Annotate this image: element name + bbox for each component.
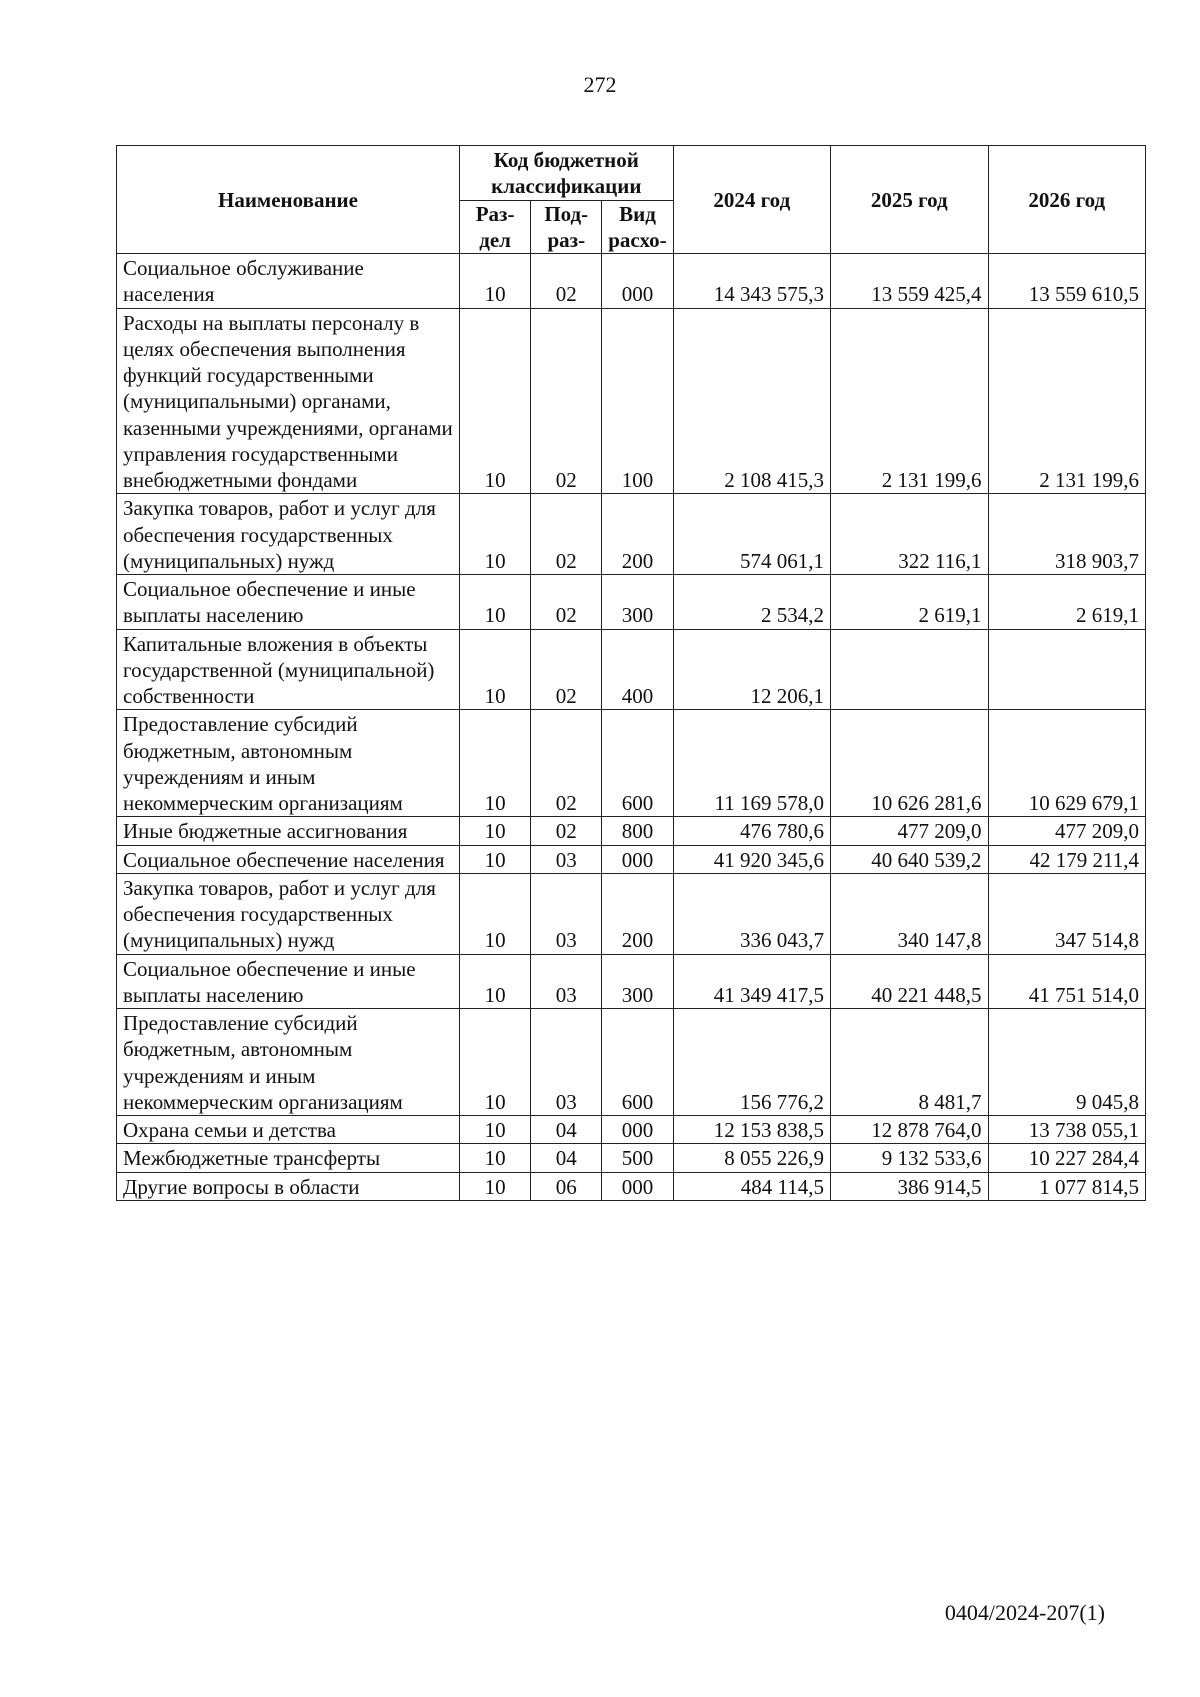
cell-razdel: 10 bbox=[459, 1172, 530, 1200]
cell-vid: 800 bbox=[602, 817, 673, 845]
cell-podrazdel: 02 bbox=[531, 575, 602, 630]
header-2026: 2026 год bbox=[988, 146, 1146, 254]
cell-podrazdel: 04 bbox=[531, 1144, 602, 1172]
cell-razdel: 10 bbox=[459, 1116, 530, 1144]
cell-podrazdel: 03 bbox=[531, 873, 602, 954]
cell-razdel: 10 bbox=[459, 1009, 530, 1116]
cell-vid: 000 bbox=[602, 254, 673, 309]
header-2024: 2024 год bbox=[673, 146, 830, 254]
cell-name: Предоставление субсидий бюджетным, автономным учреждениям и иным некоммерческим организациям bbox=[117, 1009, 460, 1116]
header-podrazdel: Под- раз- bbox=[531, 200, 602, 254]
cell-2024: 11 169 578,0 bbox=[673, 710, 830, 817]
cell-2026: 42 179 211,4 bbox=[988, 845, 1146, 873]
cell-vid: 000 bbox=[602, 1172, 673, 1200]
cell-2025: 340 147,8 bbox=[831, 873, 988, 954]
cell-2026: 13 738 055,1 bbox=[988, 1116, 1146, 1144]
header-name: Наименование bbox=[117, 146, 460, 254]
header-vid: Вид расхо- bbox=[602, 200, 673, 254]
page-number: 272 bbox=[583, 72, 617, 97]
cell-2026: 318 903,7 bbox=[988, 494, 1146, 575]
cell-razdel: 10 bbox=[459, 710, 530, 817]
cell-razdel: 10 bbox=[459, 308, 530, 494]
cell-2024: 2 108 415,3 bbox=[673, 308, 830, 494]
cell-podrazdel: 06 bbox=[531, 1172, 602, 1200]
table-row bbox=[117, 494, 1146, 575]
cell-2025: 13 559 425,4 bbox=[831, 254, 988, 309]
table-row bbox=[117, 817, 1146, 845]
cell-2025: 2 619,1 bbox=[831, 575, 988, 630]
cell-name: Социальное обеспечение населения bbox=[117, 845, 460, 873]
cell-2025: 477 209,0 bbox=[831, 817, 988, 845]
cell-vid: 000 bbox=[602, 845, 673, 873]
cell-vid: 000 bbox=[602, 1116, 673, 1144]
header-razdel: Раз- дел bbox=[459, 200, 530, 254]
table-header-row bbox=[117, 146, 1146, 201]
table-row bbox=[117, 575, 1146, 630]
cell-podrazdel: 03 bbox=[531, 845, 602, 873]
cell-vid: 300 bbox=[602, 575, 673, 630]
cell-razdel: 10 bbox=[459, 954, 530, 1009]
cell-2024: 336 043,7 bbox=[673, 873, 830, 954]
cell-2025: 40 221 448,5 bbox=[831, 954, 988, 1009]
table-row bbox=[117, 845, 1146, 873]
cell-2026: 10 629 679,1 bbox=[988, 710, 1146, 817]
cell-2026 bbox=[988, 629, 1146, 710]
cell-name: Социальное обслуживание населения bbox=[117, 254, 460, 309]
table-row bbox=[117, 1009, 1146, 1116]
cell-2026: 10 227 284,4 bbox=[988, 1144, 1146, 1172]
cell-2025: 9 132 533,6 bbox=[831, 1144, 988, 1172]
cell-podrazdel: 02 bbox=[531, 494, 602, 575]
cell-2024: 41 920 345,6 bbox=[673, 845, 830, 873]
cell-razdel: 10 bbox=[459, 845, 530, 873]
cell-vid: 200 bbox=[602, 494, 673, 575]
cell-podrazdel: 02 bbox=[531, 254, 602, 309]
cell-2026: 9 045,8 bbox=[988, 1009, 1146, 1116]
cell-2026: 477 209,0 bbox=[988, 817, 1146, 845]
table-row bbox=[117, 873, 1146, 954]
cell-2024: 12 153 838,5 bbox=[673, 1116, 830, 1144]
cell-vid: 400 bbox=[602, 629, 673, 710]
table-row bbox=[117, 1172, 1146, 1200]
table-row bbox=[117, 254, 1146, 309]
table-row bbox=[117, 308, 1146, 494]
cell-razdel: 10 bbox=[459, 817, 530, 845]
cell-name: Капитальные вложения в объекты государственной (муниципальной) собственности bbox=[117, 629, 460, 710]
table-row bbox=[117, 1144, 1146, 1172]
cell-2026: 1 077 814,5 bbox=[988, 1172, 1146, 1200]
cell-2026: 13 559 610,5 bbox=[988, 254, 1146, 309]
cell-2024: 476 780,6 bbox=[673, 817, 830, 845]
cell-vid: 200 bbox=[602, 873, 673, 954]
cell-podrazdel: 02 bbox=[531, 710, 602, 817]
cell-podrazdel: 02 bbox=[531, 629, 602, 710]
table-row bbox=[117, 1116, 1146, 1144]
cell-vid: 100 bbox=[602, 308, 673, 494]
cell-2024: 14 343 575,3 bbox=[673, 254, 830, 309]
cell-2025: 322 116,1 bbox=[831, 494, 988, 575]
document-number: 0404/2024-207(1) bbox=[944, 1600, 1105, 1625]
cell-2024: 8 055 226,9 bbox=[673, 1144, 830, 1172]
cell-2025 bbox=[831, 629, 988, 710]
cell-2025: 10 626 281,6 bbox=[831, 710, 988, 817]
cell-name: Закупка товаров, работ и услуг для обеспечения государственных (муниципальных) нужд bbox=[117, 873, 460, 954]
table-body bbox=[117, 254, 1146, 1201]
cell-vid: 300 bbox=[602, 954, 673, 1009]
cell-name: Другие вопросы в области bbox=[117, 1172, 460, 1200]
cell-2024: 2 534,2 bbox=[673, 575, 830, 630]
cell-2025: 8 481,7 bbox=[831, 1009, 988, 1116]
cell-name: Предоставление субсидий бюджетным, автономным учреждениям и иным некоммерческим организациям bbox=[117, 710, 460, 817]
cell-2025: 40 640 539,2 bbox=[831, 845, 988, 873]
cell-vid: 600 bbox=[602, 710, 673, 817]
table-row bbox=[117, 629, 1146, 710]
table-row bbox=[117, 710, 1146, 817]
cell-razdel: 10 bbox=[459, 629, 530, 710]
cell-razdel: 10 bbox=[459, 873, 530, 954]
cell-name: Социальное обеспечение и иные выплаты населению bbox=[117, 575, 460, 630]
cell-name: Закупка товаров, работ и услуг для обеспечения государственных (муниципальных) нужд bbox=[117, 494, 460, 575]
table-row bbox=[117, 954, 1146, 1009]
cell-name: Расходы на выплаты персоналу в целях обеспечения выполнения функций государственными (муниципальными) органами, казенными учреждениями, органами управления государственными внебюджетными фондами bbox=[117, 308, 460, 494]
cell-2026: 2 619,1 bbox=[988, 575, 1146, 630]
cell-name: Охрана семьи и детства bbox=[117, 1116, 460, 1144]
header-code-group: Код бюджетной классификации bbox=[459, 146, 673, 201]
cell-razdel: 10 bbox=[459, 254, 530, 309]
header-2025: 2025 год bbox=[831, 146, 988, 254]
cell-podrazdel: 02 bbox=[531, 308, 602, 494]
cell-2024: 41 349 417,5 bbox=[673, 954, 830, 1009]
cell-razdel: 10 bbox=[459, 575, 530, 630]
cell-2024: 12 206,1 bbox=[673, 629, 830, 710]
cell-razdel: 10 bbox=[459, 1144, 530, 1172]
cell-name: Иные бюджетные ассигнования bbox=[117, 817, 460, 845]
cell-name: Социальное обеспечение и иные выплаты населению bbox=[117, 954, 460, 1009]
cell-2026: 347 514,8 bbox=[988, 873, 1146, 954]
cell-2025: 12 878 764,0 bbox=[831, 1116, 988, 1144]
cell-razdel: 10 bbox=[459, 494, 530, 575]
cell-podrazdel: 03 bbox=[531, 1009, 602, 1116]
cell-vid: 600 bbox=[602, 1009, 673, 1116]
cell-podrazdel: 04 bbox=[531, 1116, 602, 1144]
cell-podrazdel: 02 bbox=[531, 817, 602, 845]
cell-2024: 574 061,1 bbox=[673, 494, 830, 575]
cell-2026: 41 751 514,0 bbox=[988, 954, 1146, 1009]
cell-2025: 2 131 199,6 bbox=[831, 308, 988, 494]
cell-2026: 2 131 199,6 bbox=[988, 308, 1146, 494]
cell-name: Межбюджетные трансферты bbox=[117, 1144, 460, 1172]
budget-table bbox=[116, 145, 1146, 1201]
cell-2024: 156 776,2 bbox=[673, 1009, 830, 1116]
cell-vid: 500 bbox=[602, 1144, 673, 1172]
cell-2024: 484 114,5 bbox=[673, 1172, 830, 1200]
cell-podrazdel: 03 bbox=[531, 954, 602, 1009]
cell-2025: 386 914,5 bbox=[831, 1172, 988, 1200]
